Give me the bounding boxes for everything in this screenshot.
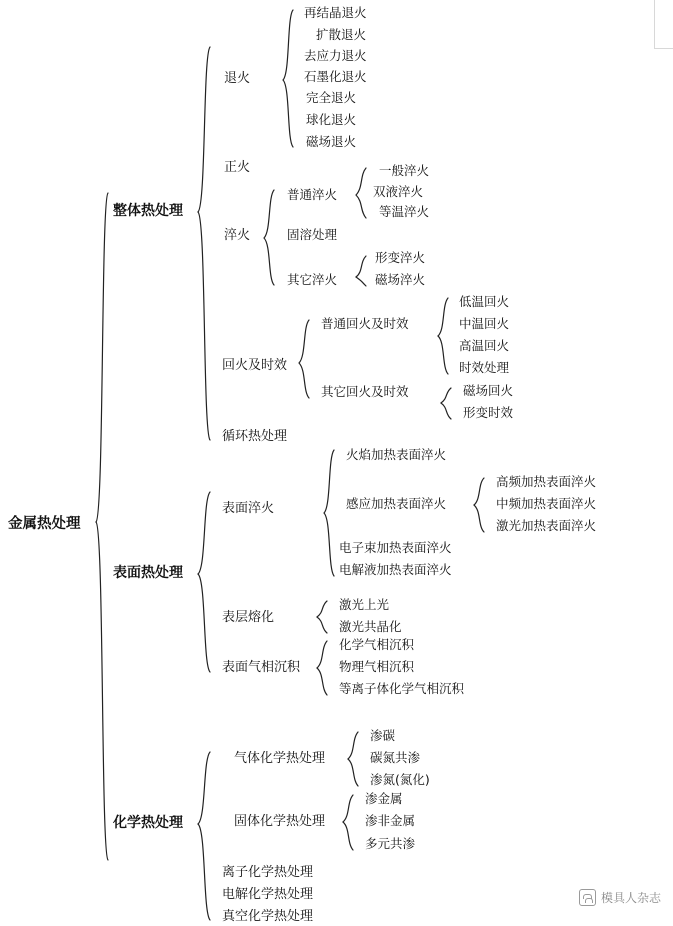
- node-guti-huaxue-rechuli: 固体化学热处理: [234, 814, 326, 829]
- brace-huaxue: [198, 752, 210, 920]
- brace-root: [96, 193, 108, 860]
- brace-biaomian: [198, 492, 210, 672]
- node-zhenkong-huaxue-rechuli: 真空化学热处理: [222, 909, 314, 924]
- node-cichang-huihuo: 磁场回火: [463, 383, 514, 398]
- node-diwen-huihuo: 低温回火: [459, 294, 510, 309]
- node-dianjieye-jiare-biaomian-cuihuo: 电解液加热表面淬火: [339, 562, 452, 577]
- brace-qitacuihuo: [356, 256, 366, 286]
- node-kuosan-tuihuo: 扩散退火: [316, 27, 367, 42]
- node-gurong-chuli: 固溶处理: [287, 227, 338, 242]
- brace-qixiangchenji: [317, 641, 327, 695]
- node-zhongpin-jiare-biaomian-cuihuo: 中频加热表面淬火: [496, 496, 597, 511]
- node-wanquan-tuihuo: 完全退火: [306, 90, 357, 105]
- node-shentan: 渗碳: [370, 728, 396, 743]
- node-quyingli-tuihuo: 去应力退火: [304, 48, 367, 63]
- node-shen-feijinshu: 渗非金属: [365, 813, 416, 828]
- brace-cuihuo: [264, 190, 274, 285]
- node-dengwen-cuihuo: 等温淬火: [379, 204, 430, 219]
- node-gaowen-huihuo: 高温回火: [459, 338, 510, 353]
- node-qiuhua-tuihuo: 球化退火: [306, 112, 357, 127]
- node-tandan-gongshen: 碳氮共渗: [370, 750, 421, 765]
- node-zaijiejing-tuihuo: 再结晶退火: [304, 5, 367, 20]
- node-qita-cuihuo: 其它淬火: [287, 272, 338, 287]
- node-shimohua-tuihuo: 石墨化退火: [304, 69, 367, 84]
- brace-putonghuihuo: [438, 298, 448, 374]
- node-biaomian-qixiang-chenji: 表面气相沉积: [222, 660, 301, 675]
- brace-huihuoshixiao: [299, 320, 309, 398]
- node-dianzishu-jiare-biaomian-cuihuo: 电子束加热表面淬火: [339, 540, 452, 555]
- node-putong-huihuo-shixiao: 普通回火及时效: [321, 316, 409, 331]
- node-shen-jinshu: 渗金属: [365, 791, 403, 806]
- node-zhenghuo: 正火: [224, 160, 251, 175]
- node-biaomian-cuihuo: 表面淬火: [222, 501, 275, 516]
- node-gaopin-jiare-biaomian-cuihuo: 高频加热表面淬火: [496, 474, 597, 489]
- corner-box: [654, 0, 673, 49]
- brace-biaomiancuihuo: [324, 450, 334, 576]
- node-qiti-huaxue-rechuli: 气体化学热处理: [234, 751, 326, 766]
- node-xingbian-shixiao: 形变时效: [463, 405, 514, 420]
- node-dianjie-huaxue-rechuli: 电解化学热处理: [222, 887, 314, 902]
- node-shixiao-chuli: 时效处理: [459, 360, 510, 375]
- node-biaoceng-ronghua: 表层熔化: [222, 610, 275, 625]
- node-jiguang-shangguang: 激光上光: [339, 597, 390, 612]
- brace-qitihuaxue: [348, 732, 358, 786]
- node-xunhuan-rechuli: 循环热处理: [222, 429, 288, 444]
- watermark: [579, 889, 661, 906]
- node-jiguang-jiare-biaomian-cuihuo: 激光加热表面淬火: [496, 518, 597, 533]
- wechat-icon: [579, 889, 596, 906]
- node-qita-huihuo-shixiao: 其它回火及时效: [321, 384, 409, 399]
- brace-zhengti: [198, 47, 210, 440]
- node-zhengti-rechuli: 整体热处理: [113, 203, 183, 219]
- node-shendan-danhua: 渗氮(氮化): [370, 772, 430, 787]
- node-dengliziti-huaxue-qixiang-chenji: 等离子体化学气相沉积: [339, 681, 465, 696]
- node-cichang-tuihuo: 磁场退火: [306, 134, 357, 149]
- node-jiguang-gongjinghua: 激光共晶化: [339, 619, 402, 634]
- node-wuli-qixiang-chenji: 物理气相沉积: [339, 659, 415, 674]
- brace-ganyingjiare: [474, 478, 484, 532]
- node-zhongwen-huihuo: 中温回火: [459, 316, 510, 331]
- node-yiban-cuihuo: 一般淬火: [379, 163, 430, 178]
- node-lizi-huaxue-rechuli: 离子化学热处理: [222, 865, 314, 880]
- node-tuihuo: 退火: [224, 71, 251, 86]
- brace-biaocengronghua: [317, 601, 327, 633]
- node-huoyan-jiare-biaomian-cuihuo: 火焰加热表面淬火: [346, 447, 447, 462]
- node-huaxue-rechuli: 化学热处理: [113, 815, 183, 831]
- node-cichang-cuihuo: 磁场淬火: [375, 272, 426, 287]
- brace-gutihuaxue: [343, 795, 353, 850]
- brace-qitahuihuo: [441, 388, 451, 419]
- node-putong-cuihuo: 普通淬火: [287, 187, 338, 202]
- node-ganying-jiare-biaomian-cuihuo: 感应加热表面淬火: [346, 496, 447, 511]
- node-shuangye-cuihuo: 双液淬火: [373, 184, 424, 199]
- node-huaxue-qixiang-chenji: 化学气相沉积: [339, 637, 415, 652]
- node-cuihuo: 淬火: [224, 228, 251, 243]
- node-duoyuan-gongshen: 多元共渗: [365, 836, 416, 851]
- node-root: 金属热处理: [8, 516, 81, 532]
- node-biaomian-rechuli: 表面热处理: [113, 565, 183, 581]
- node-huihuo-shixiao: 回火及时效: [222, 358, 288, 373]
- watermark-text: 模具人杂志: [600, 891, 661, 905]
- brace-putongcuihuo: [356, 168, 366, 218]
- brace-tuihuo: [283, 10, 293, 147]
- node-xingbian-cuihuo: 形变淬火: [375, 250, 426, 265]
